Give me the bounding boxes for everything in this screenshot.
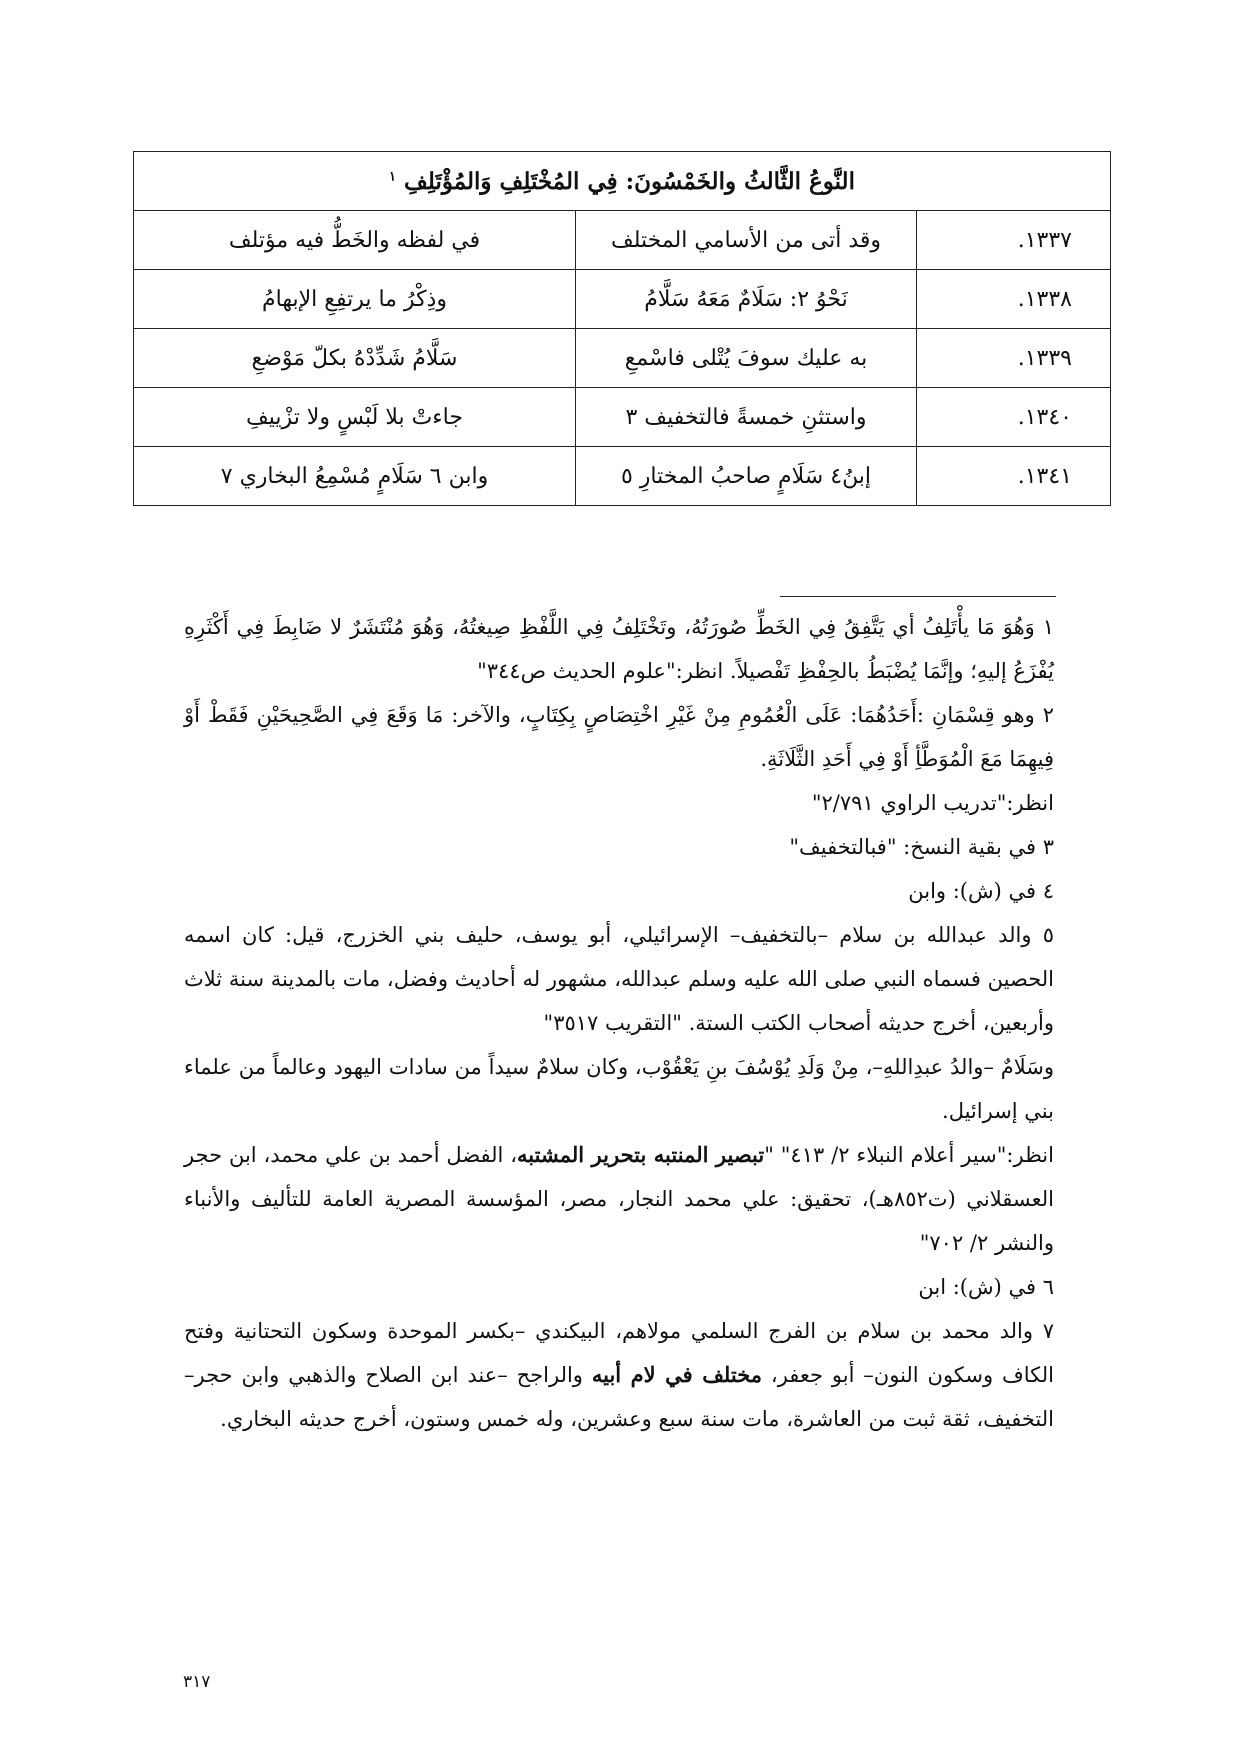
- verse-row: [134, 388, 1111, 447]
- first-hemistich: إبنُ٤ سَلَامٍ صاحبُ المختارِ ٥: [576, 447, 917, 506]
- second-hemistich: وذِكْرُ ما يرتفِعِ الإبهامُ: [134, 270, 576, 329]
- footnote-6: ٦ في (ش): ابن: [918, 1275, 1054, 1299]
- section-title-cell: [134, 152, 1111, 211]
- first-hemistich: واستثنِ خمسةً فالتخفيف ٣: [576, 388, 917, 447]
- footnote-5-reference: [184, 1133, 1054, 1265]
- footnote-2-reference: انظر:"تدريب الراوي ٢/٧٩١": [811, 791, 1054, 815]
- footnote-ref: ١: [389, 168, 397, 184]
- footnote-3: ٣ في بقية النسخ: "فبالتخفيف": [789, 835, 1054, 859]
- first-hemistich: نَحْوُ ٢: سَلَامٌ مَعَهُ سَلَّامُ: [576, 270, 917, 329]
- page-number: ٣١٧: [183, 1672, 211, 1692]
- second-hemistich: في لفظه والخَطُّ فيه مؤتلف: [134, 211, 576, 270]
- footnote-separator: [780, 596, 1056, 597]
- section-title: النَّوعُ الثَّالثُ والخَمْسُونَ: فِي المُخْتَلِفِ وَالمُؤْتَلِفِ: [404, 167, 855, 195]
- footnote-5: ٥ والد عبدالله بن سلام –بالتخفيف– الإسرائيلي، أبو يوسف، حليف بني الخزرج، قيل: كان اسمه الحصين فسماه النبي صلى الله عليه وسلم عبدالله، مشهور له أحاديث وفضل، مات بالمدينة سنة ثلاث وأربعين، أخرج حديثه أصحاب الكتب الستة. "التقريب ٣٥١٧": [184, 923, 1054, 1035]
- footnote-2: ٢ وهو قِسْمَانِ :أَحَدُهُمَا: عَلَى الْعُمُومِ مِنْ غَيْرِ اخْتِصَاصٍ بِكِتَابٍ، والآخر: مَا وَقَعَ فِي الصَّحِيحَيْنِ فَقَطْ أَوْ فِيهِمَا مَعَ الْمُوَطَّأِ أَوْ فِي أَحَدِ الثَّلَاثَةِ.: [184, 703, 1054, 771]
- verse-number: ١٣٣٨.: [917, 270, 1111, 329]
- title-row: [134, 152, 1111, 211]
- verse-row: [134, 211, 1111, 270]
- book-title-bold: تبصير المنتبه بتحرير المشتبه: [517, 1142, 765, 1167]
- footnote-4: ٤ في (ش): وابن: [908, 879, 1054, 903]
- verse-number: ١٣٤١.: [917, 447, 1111, 506]
- reference-text: انظر:"سير أعلام النبلاء ٢/ ٤١٣" ": [764, 1143, 1054, 1167]
- footnote-7: [184, 1309, 1054, 1441]
- verse-number: ١٣٣٩.: [917, 329, 1111, 388]
- verse-row: [134, 447, 1111, 506]
- first-hemistich: وقد أتى من الأسامي المختلف: [576, 211, 917, 270]
- footnote-7-start: ٧ والد محمد بن سلام بن الفرج السلمي مولاهم، البيكندي –بكسر الموحدة وسكون التحتانية وفتح الكاف وسكون النون– أبو جعفر،: [184, 1319, 1055, 1387]
- footnote-7-bold: مختلف في لام أبيه: [591, 1362, 763, 1387]
- footnote-5-continued: وسَلَامٌ –والدُ عبدِاللهِ–، مِنْ وَلَدِ يُوْسُفَ بنِ يَعْقُوْب، وكان سلامٌ سيداً من سادات اليهود وعالماً من علماء بني إسرائيل.: [184, 1055, 1054, 1123]
- footnote-7-end: والراجح –عند ابن الصلاح والذهبي وابن حجر– التخفيف، ثقة ثبت من العاشرة، مات سنة سبع وعشرين، وله خمس وستون، أخرج حديثه البخاري.: [184, 1363, 1054, 1431]
- verse-number: ١٣٤٠.: [917, 388, 1111, 447]
- verse-number: ١٣٣٧.: [917, 211, 1111, 270]
- verse-row: [134, 329, 1111, 388]
- second-hemistich: وابن ٦ سَلَامٍ مُسْمِعُ البخاري ٧: [134, 447, 576, 506]
- second-hemistich: جاءتْ بلا لَبْسٍ ولا تزْييفِ: [134, 388, 576, 447]
- reference-details: ، الفضل أحمد بن علي محمد، ابن حجر العسقلاني (ت٨٥٢هـ)، تحقيق: علي محمد النجار، مصر، المؤسسة المصرية العامة للتأليف والأنباء والنشر ٢/ ٧٠٢": [184, 1143, 1054, 1255]
- poem-table: [133, 151, 1111, 506]
- second-hemistich: سَلَّامُ شَدِّدْهُ بكلّ مَوْضعِ: [134, 329, 576, 388]
- verse-row: [134, 270, 1111, 329]
- footnotes: [184, 605, 1054, 1441]
- first-hemistich: به عليك سوفَ يُتْلى فاسْمعِ: [576, 329, 917, 388]
- footnote-1: ١ وَهُوَ مَا يأْتَلِفُ أي يَتَّفِقُ فِي الخَطِّ صُورَتُهُ، وتَخْتَلِفُ فِي اللَّفْظِ صِيغتُهُ، وَهُوَ مُنْتَشَرٌ لا ضَابِطَ فِي أَكْثَرِهِ يُفْزَعُ إليهِ؛ وإنَّمَا يُضْبَطُ بالحِفْظِ تَفْصيلاً. انظر:"علوم الحديث ص٣٤٤": [184, 615, 1054, 683]
